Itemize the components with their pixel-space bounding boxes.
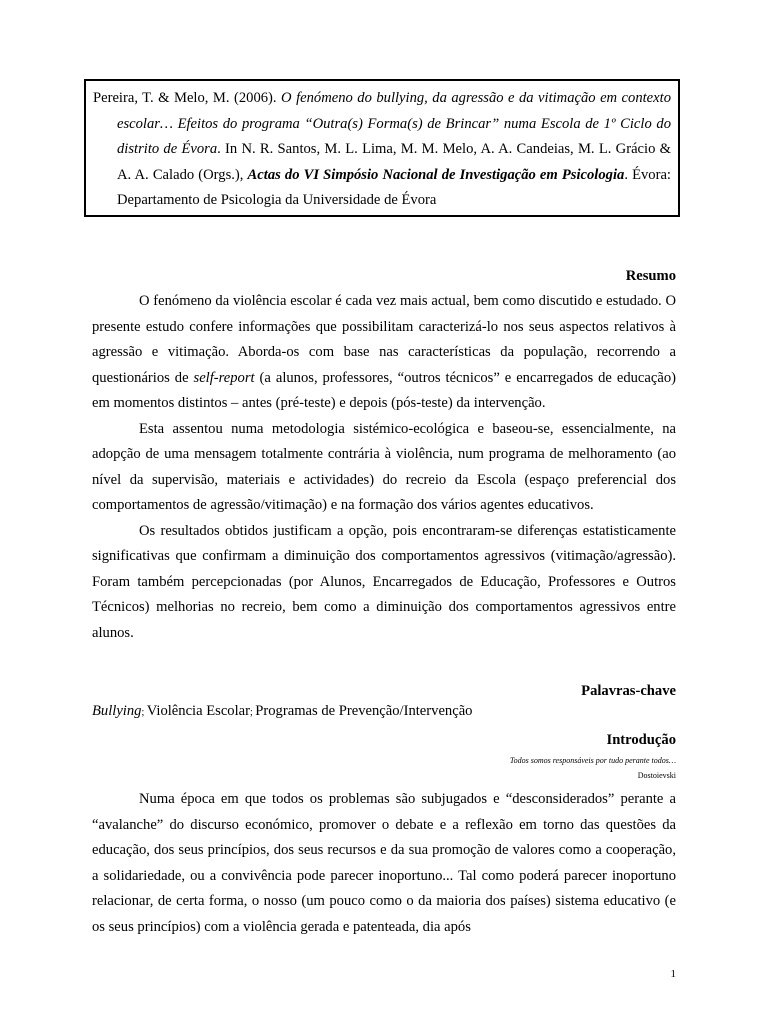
introduction-paragraph-1: Numa época em que todos os problemas são subjugados e “desconsiderados” perante a “avalanche” do discurso económico, promover o debate e a reflexão em torno das questões da educação, dos seus princípios, dos seus recursos e da sua promoção de valores como a cooperação, a solidariedade, ou a convivência pode parecer inoportuno... Tal como poderá parecer inoportuno relacionar, de certa forma, o nosso (um pouco como o da maioria dos países) sistema educativo (e os seus princípios) com a violência gerada e patenteada, dia após <box>92 791 676 935</box>
keyword-violencia: Violência Escolar <box>146 703 250 719</box>
self-report-term: self-report <box>193 369 255 386</box>
resumo-heading: Resumo <box>625 268 676 284</box>
abstract-paragraph-1: O fenómeno da violência escolar é cada vez mais actual, bem como discutido e estudado. O presente estudo confere informações que possibilitam caracterizá-lo nos seus aspectos relativos à agressão e vitimação. Aborda-os com base nas características da população, recorrendo a questionários de self-report (a alunos, professores, “outros técnicos” e encarregados de educação) em momentos distintos – antes (pré-teste) e depois (pós-teste) da intervenção. <box>92 293 676 411</box>
abstract-paragraph-2: Esta assentou numa metodologia sistémico-ecológica e baseou-se, essencialmente, na adopção de uma mensagem totalmente contrária à violência, num programa de melhoramento (ao nível da supervisão, materiais e actividades) do recreio da Escola (espaço preferencial dos comportamentos de agressão/vitimação) e na formação dos vários agentes educativos. <box>92 420 676 513</box>
keywords-line: Bullying; Violência Escolar; Programas de Prevenção/Intervenção <box>92 703 473 719</box>
citation-proceedings: Actas do VI Simpósio Nacional de Investigação em Psicologia <box>247 166 625 183</box>
citation-box <box>84 79 680 217</box>
abstract-paragraph-3: Os resultados obtidos justificam a opção, pois encontraram-se diferenças estatisticamente significativas que confirmam a diminuição dos comportamentos agressivos (vitimação/agressão). Foram também percepcionadas (por Alunos, Encarregados de Educação, Professores e Outros Técnicos) melhorias no recreio, bem como a diminuição dos comportamentos agressivos entre alunos. <box>92 522 676 641</box>
epigraph-quote: Todos somos responsáveis por tudo perante todos… <box>509 756 676 765</box>
citation-title: O fenómeno do bullying, da agressão e da vitimação em contexto escolar… Efeitos do programa “Outra(s) Forma(s) de Brincar” numa Escola de 1º Ciclo do distrito de Évora <box>117 90 671 157</box>
page-number: 1 <box>670 968 676 980</box>
citation-authors: Pereira, T. & Melo, M. (2006). <box>93 90 282 106</box>
citation-editors: . In N. R. Santos, M. L. Lima, M. M. Melo, A. A. Candeias, M. L. Grácio & A. A. Calado (Orgs.), <box>117 141 671 183</box>
citation-publisher: . Évora: Departamento de Psicologia da Universidade de Évora <box>117 166 671 208</box>
abstract-body <box>92 289 676 646</box>
introducao-heading: Introdução <box>606 732 676 748</box>
keyword-programas: Programas de Prevenção/Intervenção <box>255 703 473 719</box>
keywords-heading: Palavras-chave <box>581 683 676 699</box>
epigraph-author: Dostoievski <box>637 771 676 780</box>
citation-text <box>93 86 671 214</box>
keyword-bullying: Bullying <box>92 703 142 719</box>
introduction-body <box>92 787 676 940</box>
